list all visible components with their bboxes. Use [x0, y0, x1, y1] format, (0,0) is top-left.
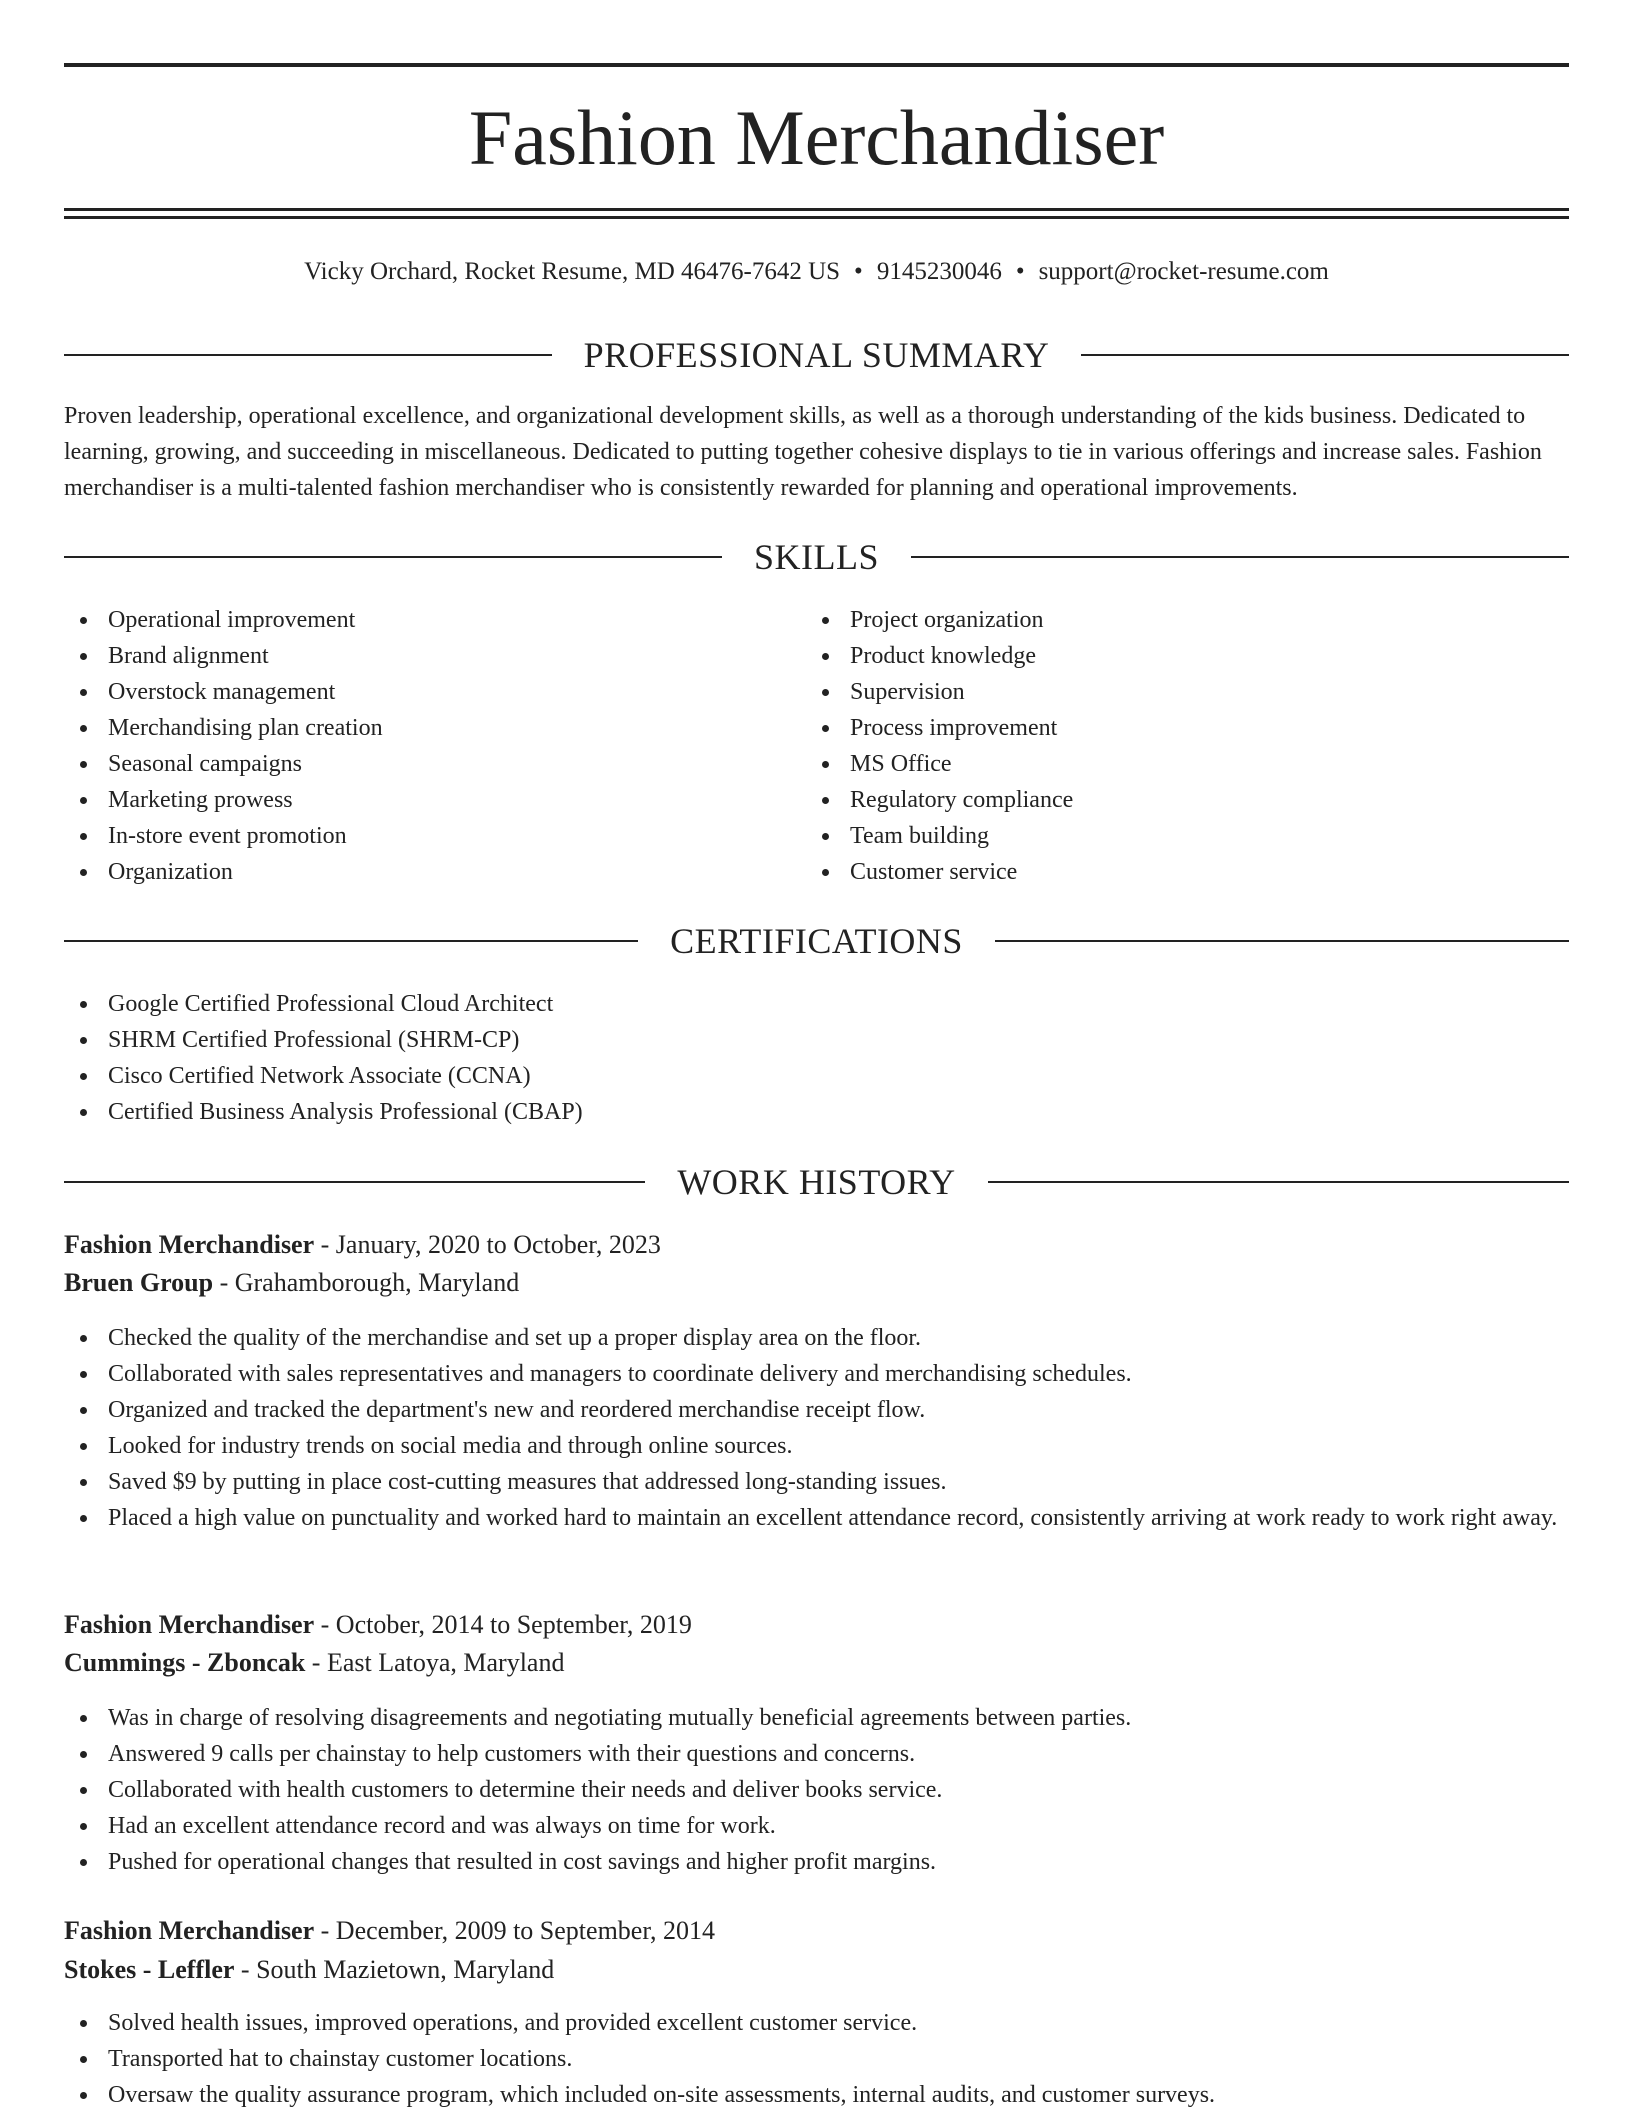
- list-item: In-store event promotion: [64, 818, 764, 854]
- resume-title: Fashion Merchandiser: [468, 94, 1165, 181]
- job-title-line: [64, 1912, 1569, 1950]
- list-item: Saved $9 by putting in place cost-cutting measures that addressed long-standing issues.: [64, 1464, 1569, 1500]
- list-item: Product knowledge: [806, 638, 1506, 674]
- summary-text: Proven leadership, operational excellence, and organizational development skills, as well as a thorough understanding of the kids business. Dedicated to learning, growing, and succeeding in miscellaneous. Dedicated to putting together cohesive displays to tie in various offerings and increase sales. Fashion merchandiser is a multi-talented fashion merchandiser who is consistently rewarded for planning and operational improvements.: [64, 403, 1542, 501]
- list-item: SHRM Certified Professional (SHRM-CP): [64, 1022, 1569, 1058]
- contact-line: [64, 254, 1569, 290]
- list-item: Organization: [64, 854, 764, 890]
- list-item: Regulatory compliance: [806, 782, 1506, 818]
- heading-rule: [64, 940, 638, 942]
- work-history-heading: [64, 1160, 1569, 1204]
- list-item: Seasonal campaigns: [64, 746, 764, 782]
- job-title: Fashion Merchandiser: [64, 1610, 315, 1639]
- contact-separator: •: [854, 258, 863, 285]
- list-item: Transported hat to chainstay customer locations.: [64, 2041, 1569, 2077]
- list-item: Was in charge of resolving disagreements and negotiating mutually beneficial agreements between parties.: [64, 1700, 1569, 1736]
- job-location: - Grahamborough, Maryland: [213, 1268, 520, 1297]
- list-item: Cisco Certified Network Associate (CCNA): [64, 1058, 1569, 1094]
- skills-list-left: [64, 602, 764, 890]
- section-label: SKILLS: [754, 537, 880, 577]
- job-company: Cummings - Zboncak: [64, 1648, 306, 1677]
- list-item: Process improvement: [806, 710, 1506, 746]
- list-item: Google Certified Professional Cloud Architect: [64, 986, 1569, 1022]
- list-item: Team building: [806, 818, 1506, 854]
- list-item: Answered 9 calls per chainstay to help customers with their questions and concerns.: [64, 1736, 1569, 1772]
- list-item: Had an excellent attendance record and was always on time for work.: [64, 1808, 1569, 1844]
- certifications-list: [64, 986, 1569, 1130]
- list-item: Supervision: [806, 674, 1506, 710]
- top-rule: [64, 63, 1569, 67]
- list-item: Solved health issues, improved operations, and provided excellent customer service.: [64, 2005, 1569, 2041]
- job-title-line: [64, 1606, 1569, 1644]
- list-item: Collaborated with health customers to determine their needs and deliver books service.: [64, 1772, 1569, 1808]
- heading-rule: [911, 556, 1569, 558]
- list-item: Certified Business Analysis Professional (CBAP): [64, 1094, 1569, 1130]
- list-item: Oversaw the quality assurance program, which included on-site assessments, internal audits, and customer surveys.: [64, 2077, 1569, 2113]
- list-item: Pushed for operational changes that resulted in cost savings and higher profit margins.: [64, 1844, 1569, 1880]
- contact-address: Vicky Orchard, Rocket Resume, MD 46476-7642 US: [304, 258, 841, 285]
- section-label: CERTIFICATIONS: [670, 921, 963, 961]
- job-location: - East Latoya, Maryland: [305, 1648, 565, 1677]
- job-title: Fashion Merchandiser: [64, 1230, 315, 1259]
- summary-heading: [64, 333, 1569, 377]
- job-title: Fashion Merchandiser: [64, 1916, 315, 1945]
- list-item: Customer service: [806, 854, 1506, 890]
- job-bullets: [64, 2005, 1569, 2113]
- list-item: Checked the quality of the merchandise and set up a proper display area on the floor.: [64, 1320, 1569, 1356]
- contact-phone: 9145230046: [876, 258, 1002, 285]
- title-double-rule: [64, 208, 1569, 219]
- list-item: Organized and tracked the department's new and reordered merchandise receipt flow.: [64, 1392, 1569, 1428]
- job-dates: - October, 2014 to September, 2019: [314, 1610, 692, 1639]
- heading-rule: [64, 1181, 645, 1183]
- job-dates: - January, 2020 to October, 2023: [314, 1230, 661, 1259]
- list-item: Placed a high value on punctuality and worked hard to maintain an excellent attendance record, consistently arriving at work ready to work right away.: [64, 1500, 1569, 1536]
- list-item: Overstock management: [64, 674, 764, 710]
- job-company-line: [64, 1264, 1569, 1302]
- section-label: WORK HISTORY: [677, 1162, 956, 1202]
- heading-rule: [1081, 354, 1569, 356]
- certifications-heading: [64, 919, 1569, 963]
- list-item: Brand alignment: [64, 638, 764, 674]
- job-company: Bruen Group: [64, 1268, 214, 1297]
- job-company-line: [64, 1644, 1569, 1682]
- job-company: Stokes - Leffler: [64, 1955, 235, 1984]
- job-location: - South Mazietown, Maryland: [234, 1955, 555, 1984]
- heading-rule: [988, 1181, 1569, 1183]
- heading-rule: [995, 940, 1569, 942]
- list-item: Operational improvement: [64, 602, 764, 638]
- job-company-line: [64, 1951, 1569, 1989]
- job-dates: - December, 2009 to September, 2014: [314, 1916, 715, 1945]
- list-item: Marketing prowess: [64, 782, 764, 818]
- contact-email: support@rocket-resume.com: [1038, 258, 1329, 285]
- contact-separator: •: [1015, 258, 1025, 285]
- list-item: Merchandising plan creation: [64, 710, 764, 746]
- list-item: Looked for industry trends on social media and through online sources.: [64, 1428, 1569, 1464]
- heading-rule: [64, 354, 552, 356]
- list-item: Collaborated with sales representatives and managers to coordinate delivery and merchandising schedules.: [64, 1356, 1569, 1392]
- section-label: PROFESSIONAL SUMMARY: [583, 335, 1050, 375]
- skills-list-right: [806, 602, 1506, 890]
- skills-heading: [64, 535, 1569, 579]
- job-bullets: [64, 1320, 1569, 1536]
- job-bullets: [64, 1700, 1569, 1880]
- heading-rule: [64, 556, 722, 558]
- job-title-line: [64, 1226, 1569, 1264]
- list-item: MS Office: [806, 746, 1506, 782]
- list-item: Project organization: [806, 602, 1506, 638]
